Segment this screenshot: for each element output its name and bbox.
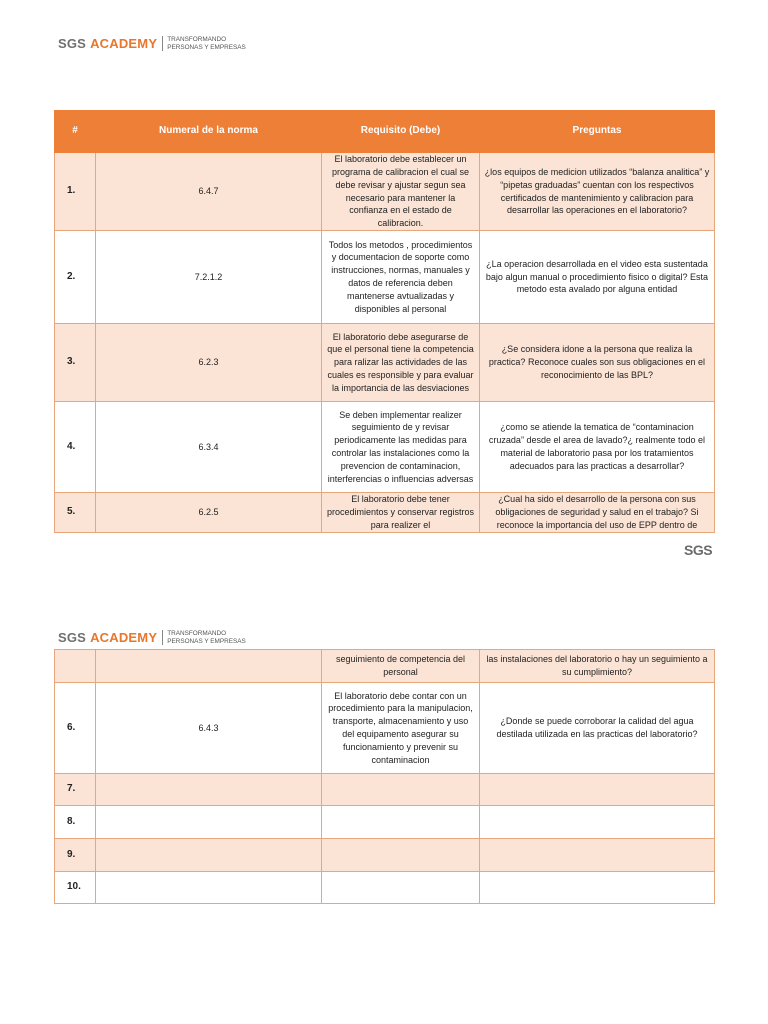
sgs-footer-mark: SGS xyxy=(684,542,713,558)
table-row xyxy=(55,839,715,872)
table-row xyxy=(55,872,715,904)
row-requisito: El laboratorio debe establecer un programa de calibracion el cual se debe revisar y ajustar segun sea necesario para mantener la confianza en el estado de calibracion. xyxy=(322,153,480,231)
row-requisito: Se deben implementar realizer seguimiento de y revisar periodicamente las medidas para controlar las instalaciones como la prevencion de contaminacion, interferencias o influencias adversas xyxy=(322,402,480,493)
row-number: 10. xyxy=(55,872,96,904)
row-pregunta: ¿como se atiende la tematica de “contaminacion cruzada” desde el area de lavado?¿ realmente todo el material de laboratorio pasa por los tratamientos adecuados para las practicas a desarrollar? xyxy=(480,402,715,493)
row-numeral: 6.4.3 xyxy=(96,683,322,774)
row-pregunta: ¿Donde se puede corroborar la calidad del agua destilada utilizada en las practicas del laboratorio? xyxy=(480,683,715,774)
row-requisito xyxy=(322,806,480,839)
row-numeral xyxy=(96,650,322,683)
sgs-academy-logo xyxy=(58,630,246,645)
header-preguntas: Preguntas xyxy=(480,111,715,153)
row-requisito xyxy=(322,839,480,872)
logo-tagline-line-2: PERSONAS Y EMPRESAS xyxy=(167,637,246,645)
row-numeral: 7.2.1.2 xyxy=(96,231,322,324)
row-numeral xyxy=(96,839,322,872)
row-pregunta xyxy=(480,774,715,806)
requirements-table-page-2 xyxy=(54,649,715,904)
logo-tagline-line-1: TRANSFORMANDO xyxy=(167,36,227,43)
logo-tagline xyxy=(162,36,246,51)
row-number: 7. xyxy=(55,774,96,806)
row-pregunta: ¿Cual ha sido el desarrollo de la persona con sus obligaciones de seguridad y salud en el trabajo? Si reconoce la importancia del uso de EPP dentro de xyxy=(480,493,715,533)
sgs-academy-logo xyxy=(58,36,246,51)
row-requisito: El laboratorio debe tener procedimientos y conservar registros para realizer el xyxy=(322,493,480,533)
logo-tagline-line-2: PERSONAS Y EMPRESAS xyxy=(167,43,246,51)
header-requisito: Requisito (Debe) xyxy=(322,111,480,153)
header-number: # xyxy=(55,111,96,153)
table-row xyxy=(55,774,715,806)
table-row xyxy=(55,650,715,683)
row-requisito: El laboratorio debe asegurarse de que el personal tiene la competencia para ralizar las actividades de las cuales es responsible y para evaluar la importancia de las desviaciones xyxy=(322,324,480,402)
logo-sgs-text: SGS xyxy=(58,630,87,646)
table-row xyxy=(55,493,715,533)
row-requisito xyxy=(322,774,480,806)
logo-academy-text: ACADEMY xyxy=(90,630,158,646)
logo-tagline-line-1: TRANSFORMANDO xyxy=(167,630,227,637)
logo-tagline xyxy=(162,630,246,645)
row-requisito: El laboratorio debe contar con un procedimiento para la manipulacion, transporte, almacenamiento y uso del equipamento asegurar su funcionamiento y prevenir su contaminacion xyxy=(322,683,480,774)
row-number xyxy=(55,650,96,683)
row-number: 4. xyxy=(55,402,96,493)
row-pregunta: ¿Se considera idone a la persona que realiza la practica? Reconoce cuales son sus obligaciones en el reconocimiento de las BPL? xyxy=(480,324,715,402)
row-pregunta xyxy=(480,839,715,872)
header-numeral: Numeral de la norma xyxy=(96,111,322,153)
row-requisito: Todos los metodos , procedimientos y documentacion de soporte como instrucciones, normas, manuales y datos de referencia deben mantenerse avtualizadas y disponibles al personal xyxy=(322,231,480,324)
requirements-table-page-1 xyxy=(54,110,715,533)
row-pregunta: las instalaciones del laboratorio o hay un seguimiento a su cumplimiento? xyxy=(480,650,715,683)
row-requisito: seguimiento de competencia del personal xyxy=(322,650,480,683)
row-numeral xyxy=(96,872,322,904)
table-header-row xyxy=(55,111,715,153)
row-numeral: 6.2.3 xyxy=(96,324,322,402)
row-number: 3. xyxy=(55,324,96,402)
row-number: 1. xyxy=(55,153,96,231)
row-pregunta xyxy=(480,872,715,904)
row-numeral xyxy=(96,774,322,806)
row-pregunta: ¿los equipos de medicion utilizados “balanza analitica” y “pipetas graduadas” cuentan con los respectivos certificados de mantenimiento y calibracion para desarrollar las operaciones en el laboratorio? xyxy=(480,153,715,231)
row-number: 2. xyxy=(55,231,96,324)
row-numeral: 6.4.7 xyxy=(96,153,322,231)
table-row xyxy=(55,231,715,324)
logo-sgs-text: SGS xyxy=(58,36,87,52)
table-row xyxy=(55,683,715,774)
logo-academy-text: ACADEMY xyxy=(90,36,158,52)
row-numeral: 6.3.4 xyxy=(96,402,322,493)
row-numeral: 6.2.5 xyxy=(96,493,322,533)
row-number: 5. xyxy=(55,493,96,533)
table-row xyxy=(55,153,715,231)
row-pregunta: ¿La operacion desarrollada en el video esta sustentada bajo algun manual o procedimiento fisico o digital? Esta metodo esta avalado por alguna entidad xyxy=(480,231,715,324)
row-numeral xyxy=(96,806,322,839)
row-requisito xyxy=(322,872,480,904)
table-row xyxy=(55,402,715,493)
row-number: 9. xyxy=(55,839,96,872)
table-row xyxy=(55,806,715,839)
row-number: 8. xyxy=(55,806,96,839)
row-number: 6. xyxy=(55,683,96,774)
table-row xyxy=(55,324,715,402)
row-pregunta xyxy=(480,806,715,839)
